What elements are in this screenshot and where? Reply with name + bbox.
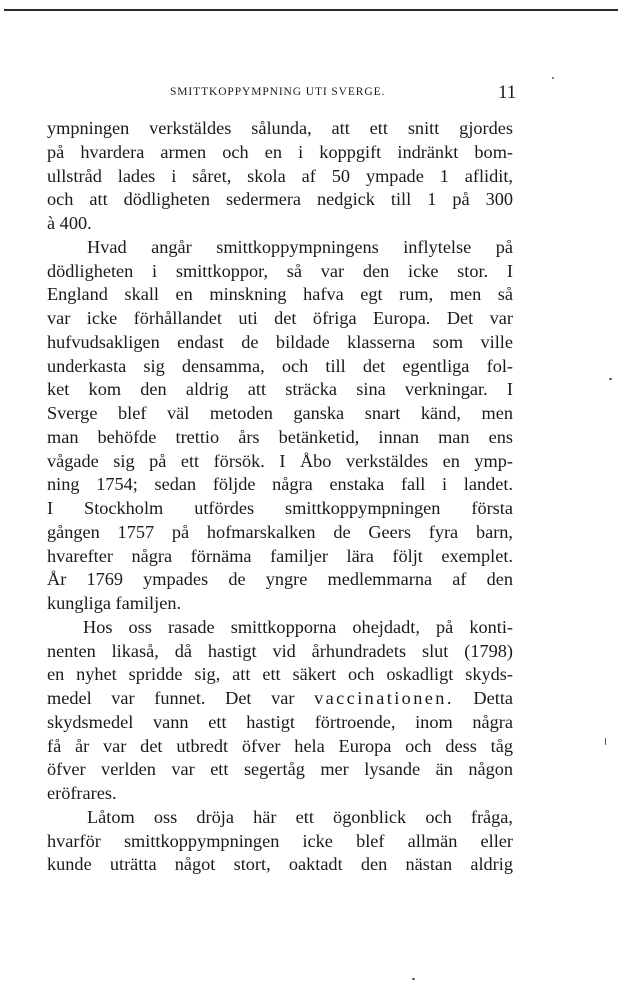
paragraph-start-line: Hvad angår smittkoppympningens inflytelse på (87, 236, 513, 257)
text-line: ympningen verkstäldes sålunda, att ett snitt gjordes (47, 118, 513, 138)
text-line: skydsmedel vann ett hastigt förtroende, inom några (47, 711, 513, 732)
text-line: hufvudsakligen endast de bildade klasserna som ville (47, 331, 513, 352)
paper-speck (552, 77, 554, 79)
text-line: År 1769 ympades de yngre medlemmarna af den (47, 569, 513, 590)
running-title: SMITTKOPPYMPNING UTI SVERGE. (170, 86, 386, 98)
text-line: dödligheten i smittkoppor, så var den icke stor. I (47, 260, 513, 281)
text-fragment: Detta (473, 688, 514, 708)
text-line: och att dödligheten sedermera nedgick till 1 på 300 (47, 189, 513, 210)
text-line: eröfrares. (47, 783, 117, 803)
text-line: få år var det utbredt öfver hela Europa och dess tåg (47, 735, 513, 756)
text-line: en nyhet spridde sig, att ett säkert och oskadligt skyds- (47, 664, 513, 685)
text-line: underkasta sig densamma, och till det egentliga fol- (47, 355, 513, 376)
text-line: öfver verlden var ett segertåg mer lysande än någon (47, 759, 513, 780)
emphasized-word: vaccinationen. (314, 688, 454, 708)
top-rule (4, 9, 618, 11)
paper-speck (605, 738, 606, 745)
running-head (0, 82, 624, 106)
text-line: England skall en minskning hafva egt rum, men så (47, 284, 513, 305)
text-fragment: medel var funnet. Det var (47, 688, 295, 708)
text-line: ning 1754; sedan följde några enstaka fall i landet. (47, 474, 513, 495)
text-line: hvarefter några förnäma familjer lära följt exemplet. (47, 545, 513, 566)
text-line: kungliga familjen. (47, 593, 182, 613)
text-line: man behöfde trettio års betänketid, innan man ens (47, 426, 513, 447)
text-line: Sverge blef väl metoden ganska snart känd, men (47, 403, 513, 423)
text-line: hvarför smittkoppympningen icke blef allmän eller (47, 830, 513, 851)
text-line: var icke förhållandet uti det öfriga Europa. Det var (47, 308, 513, 328)
text-line: nenten likaså, då hastigt vid århundradets slut (1798) (47, 640, 513, 661)
text-line: gången 1757 på hofmarskalken de Geers fyra barn, (47, 521, 513, 542)
paper-speck (609, 378, 612, 380)
text-line: kunde uträtta något stort, oaktadt den nästan aldrig (47, 854, 513, 875)
body-text (47, 117, 513, 877)
paragraph-start-line: Hos oss rasade smittkopporna ohejdadt, på konti- (83, 616, 513, 637)
text-line: I Stockholm utfördes smittkoppympningen första (47, 498, 513, 518)
paper-speck (412, 978, 415, 980)
text-line: ket kom den aldrig att sträcka sina verkningar. I (47, 379, 513, 400)
text-line: på hvardera armen och en i koppgift indränkt bom- (47, 141, 513, 162)
text-line: ullstråd lades i såret, skola af 50 ympade 1 aflidit, (47, 165, 513, 186)
paragraph-start-line: Låtom oss dröja här ett ögonblick och fråga, (87, 806, 513, 827)
page-number: 11 (498, 82, 517, 103)
text-line-with-emphasis (47, 687, 513, 711)
text-line: vågade sig på ett försök. I Åbo verkstäldes en ymp- (47, 450, 513, 471)
text-line: à 400. (47, 213, 92, 233)
